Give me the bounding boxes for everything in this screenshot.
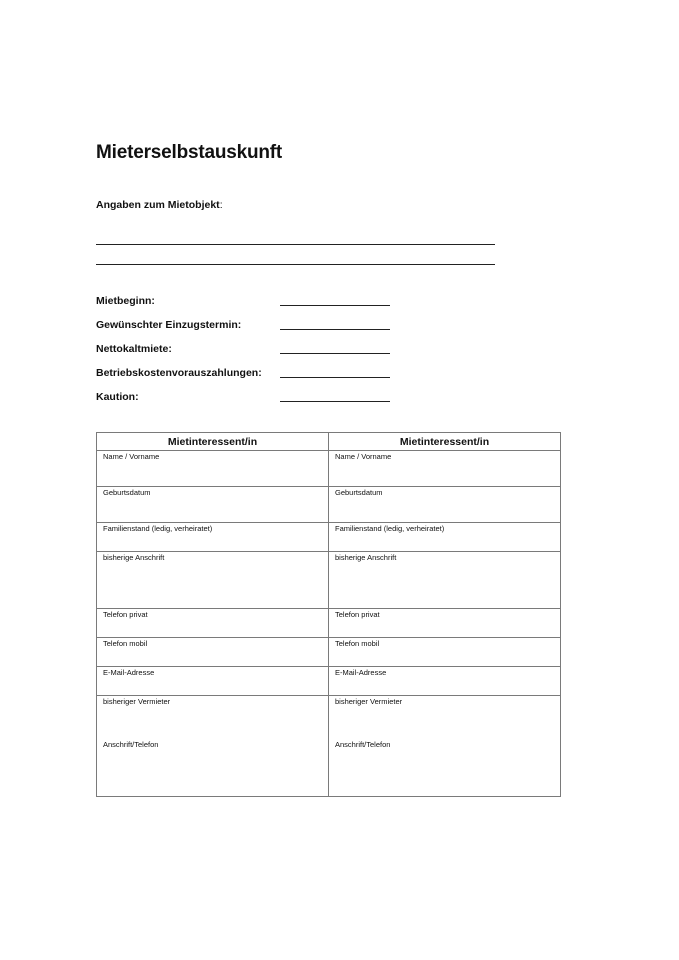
field-label-mietbeginn: Mietbeginn:	[96, 295, 155, 307]
field-line-einzugstermin[interactable]	[280, 329, 390, 330]
field-row-kaution	[96, 391, 396, 405]
field-line-betriebskosten[interactable]	[280, 377, 390, 378]
table-row	[97, 552, 561, 609]
field-label-nettokaltmiete: Nettokaltmiete:	[96, 343, 172, 355]
table-cell-tenant-1[interactable]	[97, 552, 329, 609]
object-line-2[interactable]	[96, 264, 495, 265]
table-cell-tenant-1[interactable]	[97, 609, 329, 638]
cell-label: Familienstand (ledig, verheiratet)	[335, 524, 445, 533]
table-row	[97, 696, 561, 797]
object-section-label-text: Angaben zum Mietobjekt	[96, 199, 220, 211]
cell-label: Name / Vorname	[335, 452, 392, 461]
field-row-mietbeginn	[96, 295, 396, 309]
cell-label: Geburtsdatum	[103, 488, 151, 497]
table-cell-tenant-2[interactable]	[329, 451, 561, 487]
object-line-1[interactable]	[96, 244, 495, 245]
cell-label: Telefon mobil	[103, 639, 148, 648]
cell-label: E-Mail-Adresse	[103, 668, 155, 677]
table-row	[97, 523, 561, 552]
table-cell-tenant-2[interactable]	[329, 667, 561, 696]
table-cell-tenant-1[interactable]	[97, 696, 329, 797]
cell-label: E-Mail-Adresse	[335, 668, 387, 677]
cell-label: bisheriger Vermieter	[103, 697, 171, 706]
cell-label: Geburtsdatum	[335, 488, 383, 497]
cell-sub-label: Anschrift/Telefon	[335, 740, 391, 749]
table-cell-tenant-2[interactable]	[329, 487, 561, 523]
table-row	[97, 609, 561, 638]
table-cell-tenant-1[interactable]	[97, 523, 329, 552]
cell-sub-label: Anschrift/Telefon	[103, 740, 159, 749]
field-label-kaution: Kaution:	[96, 391, 139, 403]
table-row	[97, 667, 561, 696]
cell-label: Familienstand (ledig, verheiratet)	[103, 524, 213, 533]
tenant-table	[96, 432, 561, 797]
field-row-einzugstermin	[96, 319, 396, 333]
cell-label: bisheriger Vermieter	[335, 697, 403, 706]
cell-label: bisherige Anschrift	[335, 553, 397, 562]
table-cell-tenant-2[interactable]	[329, 552, 561, 609]
cell-label: Telefon privat	[103, 610, 148, 619]
table-cell-tenant-2[interactable]	[329, 696, 561, 797]
cell-label: Telefon privat	[335, 610, 380, 619]
table-cell-tenant-2[interactable]	[329, 638, 561, 667]
field-label-betriebskosten: Betriebskostenvorauszahlungen:	[96, 367, 262, 379]
field-line-kaution[interactable]	[280, 401, 390, 402]
table-cell-tenant-1[interactable]	[97, 451, 329, 487]
table-cell-tenant-2[interactable]	[329, 609, 561, 638]
table-cell-tenant-2[interactable]	[329, 523, 561, 552]
table-row	[97, 451, 561, 487]
table-header-tenant-2: Mietinteressent/in	[329, 433, 561, 451]
cell-label: Telefon mobil	[335, 639, 380, 648]
table-cell-tenant-1[interactable]	[97, 638, 329, 667]
table-row	[97, 487, 561, 523]
page-title: Mieterselbstauskunft	[96, 142, 283, 163]
table-row	[97, 638, 561, 667]
field-row-nettokaltmiete	[96, 343, 396, 357]
table-header-tenant-1: Mietinteressent/in	[97, 433, 329, 451]
field-line-mietbeginn[interactable]	[280, 305, 390, 306]
object-section-label-colon: :	[219, 199, 223, 211]
object-section-label	[96, 199, 223, 211]
field-line-nettokaltmiete[interactable]	[280, 353, 390, 354]
table-header-row	[97, 433, 561, 451]
table-cell-tenant-1[interactable]	[97, 487, 329, 523]
field-row-betriebskosten	[96, 367, 396, 381]
cell-label: bisherige Anschrift	[103, 553, 165, 562]
table-cell-tenant-1[interactable]	[97, 667, 329, 696]
field-label-einzugstermin: Gewünschter Einzugstermin:	[96, 319, 242, 331]
cell-label: Name / Vorname	[103, 452, 160, 461]
